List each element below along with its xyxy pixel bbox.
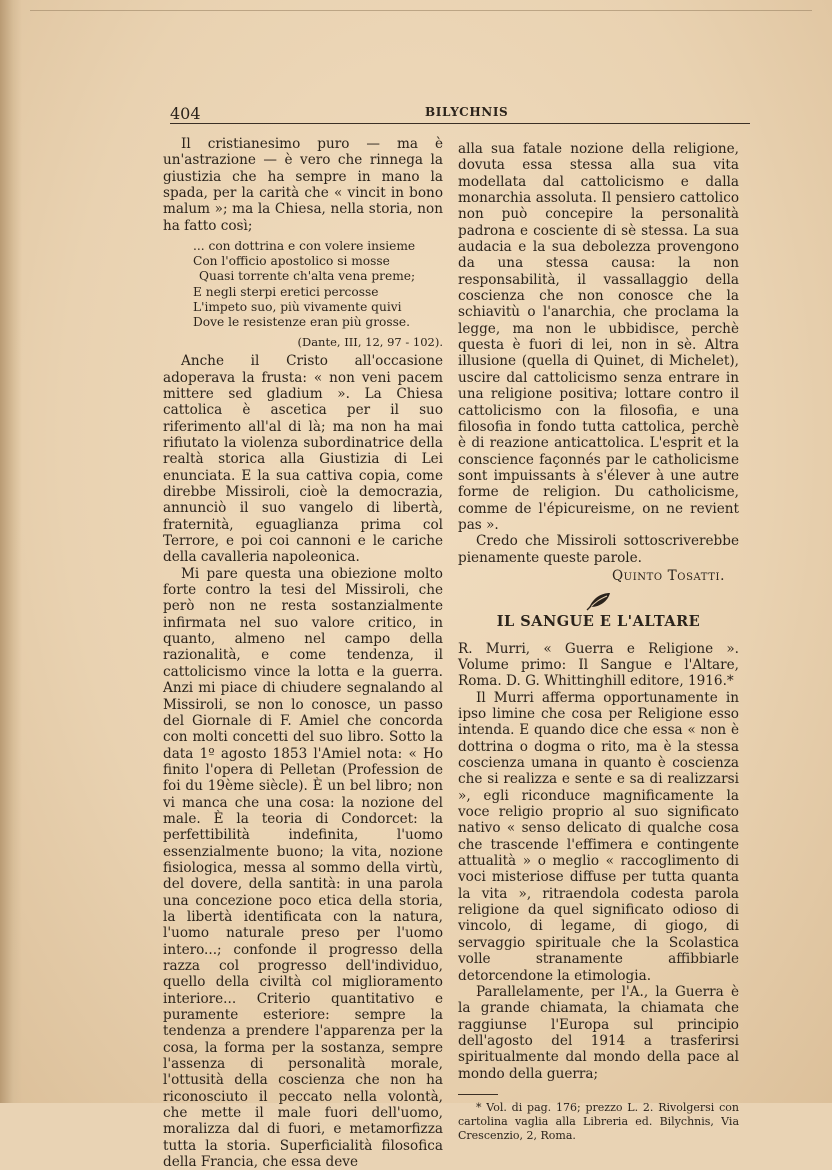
verse-line: Dove le resistenze eran più grosse. bbox=[193, 315, 410, 330]
paragraph: Credo che Missiroli sottoscriverebbe pienamente queste parole. bbox=[458, 533, 739, 566]
author-signature: Quinto Tosatti. bbox=[611, 567, 725, 584]
top-edge-line bbox=[30, 10, 812, 11]
header-rule bbox=[170, 123, 750, 124]
verse-line: E negli sterpi eretici percosse bbox=[193, 284, 379, 299]
paragraph: Anche il Cristo all'occasione adoperava la frusta: « non veni pacem mittere sed gladium ». La Chiesa cattolica è ascetica per il suo riferimento all'al di là; ma non ha mai rifiutato la violenza subordinatrice della realtà storica alla Giustizia di Lei enunciata. E la sua cattiva copia, come direbbe Missiroli, cioè la democrazia, annunciò il suo vangelo di libertà, fraternità, eguaglianza prima col Terrore, e poi coi cannoni e le cariche della cavalleria napoleonica. bbox=[163, 353, 443, 566]
leaf-ornament-icon bbox=[585, 590, 613, 612]
right-column bbox=[458, 141, 739, 1144]
verse-line: Quasi torrente ch'alta vena preme; bbox=[199, 269, 416, 284]
left-column bbox=[163, 136, 443, 1170]
paragraph: Il cristianesimo puro — ma è un'astrazione — è vero che rinnega la giustizia che ha sempre in mano la spada, per la carità che « vincit in bono malum »; ma la Chiesa, nella storia, non ha fatto così; bbox=[163, 136, 443, 234]
review-reference: R. Murri, « Guerra e Religione ». Volume primo: Il Sangue e l'Altare, Roma. D. G. Whittinghill editore, 1916.* bbox=[458, 640, 739, 690]
verse-citation: (Dante, III, 12, 97 - 102). bbox=[297, 335, 443, 350]
verse-line: ... con dottrina e con volere insieme bbox=[193, 239, 416, 254]
paragraph: alla sua fatale nozione della religione, dovuta essa stessa alla sua vita modellata dal cattolicismo e dalla monarchia assoluta. Il pensiero cattolico non può concepire la personalità padrona e cosciente di sè stessa. La sua audacia e la sua debolezza provengono da una stessa causa: la non responsabilità, il vassallaggio della coscienza che non conosce che la schiavitù o l'anarchia, che proclama la legge, ma non le ubbidisce, perchè questa è fuori di lei, non in sè. Altra illusione (quella di Quinet, di Michelet), uscire dal cattolicismo senza entrare in una religione positiva; lottare contro il cattolicismo con la filosofia, e una filosofia in fondo tutta cattolica, perchè è di reazione anticattolica. L'esprit et la conscience façonnés par le catholicisme sont impuissants à s'élever à une autre forme de religion. Du catholicisme, comme de l'épicureisme, on ne revient pas ». bbox=[458, 141, 739, 533]
page-header bbox=[170, 104, 750, 126]
running-title: BILYCHNIS bbox=[425, 105, 509, 119]
footnote: * Vol. di pag. 176; prezzo L. 2. Rivolgersi con cartolina vaglia alla Libreria ed. Bilychnis, Via Crescenzio, 2, Roma. bbox=[458, 1100, 739, 1143]
paragraph: Parallelamente, per l'A., la Guerra è la grande chiamata, la chiamata che raggiunse l'Europa sul principio dell'agosto del 1914 a trasferirsi spiritualmente dal mondo della pace al mondo della guerra; bbox=[458, 983, 739, 1082]
footnote-rule bbox=[458, 1094, 498, 1095]
verse-line: Con l'officio apostolico si mosse bbox=[193, 254, 390, 269]
page-edge-shadow bbox=[0, 0, 22, 1103]
paragraph: Il Murri afferma opportunamente in ipso limine che cosa per Religione esso intenda. E quando dice che essa « non è dottrina o dogma o rito, ma è la stessa coscienza umana in quanto è coscienza che si realizza e sente e sa di realizzarsi », egli riconduce magnificamente la voce religio proprio al suo significato nativo « senso delicato di qualche cosa che trascende l'effimera e contingente attualità » o meglio « raccoglimento di voci misteriose diffuse per tutta quanta la vita », ritraendola codesta parola religione da quel significato odioso di vincolo, di legame, di giogo, di servaggio spirituale che la Scolastica volle stranamente affibbiarle detorcendone la etimologia. bbox=[458, 689, 739, 984]
page-number: 404 bbox=[170, 104, 201, 123]
verse-line: L'impeto suo, più vivamente quivi bbox=[193, 299, 402, 314]
paragraph: Mi pare questa una obiezione molto forte contro la tesi del Missiroli, che però non ne resta sostanzialmente infirmata nel suo valore critico, in quanto, almeno nel campo della razionalità, e come tendenza, il cattolicismo vince la lotta e la guerra. Anzi mi piace di chiudere segnalando al Missiroli, se non lo conosce, un passo del Giornale di F. Amiel che concorda con molti concetti del suo libro. Sotto la data 1º agosto 1853 l'Amiel nota: « Ho finito l'opera di Pelletan (Profession de foi du 19ème siècle). È un bel libro; non vi manca che una cosa: la nozione del male. È la teoria di Condorcet: la perfettibilità indefinita, l'uomo essenzialmente buono; la vita, nozione fisiologica, messa al sommo della virtù, del dovere, della santità: in una parola una concezione poco etica della storia, la libertà identificata con la natura, l'uomo naturale preso per l'uomo intero...; confonde il progresso della razza col progresso dell'individuo, quello della civiltà col miglioramento interiore... Criterio quantitativo e puramente esteriore: sempre la tendenza a prendere l'apparenza per la cosa, la forma per la sostanza, sempre l'assenza di personalità morale, l'ottusità della coscienza che non ha riconosciuto il peccato nella volontà, che mette il male fuori dell'uomo, moralizza dal di fuori, e metamorfizza tutta la storia. Superficialità filosofica della Francia, che essa deve bbox=[163, 565, 443, 1170]
verse-quote bbox=[193, 239, 443, 330]
section-title: IL SANGUE E L'ALTARE bbox=[496, 613, 701, 631]
